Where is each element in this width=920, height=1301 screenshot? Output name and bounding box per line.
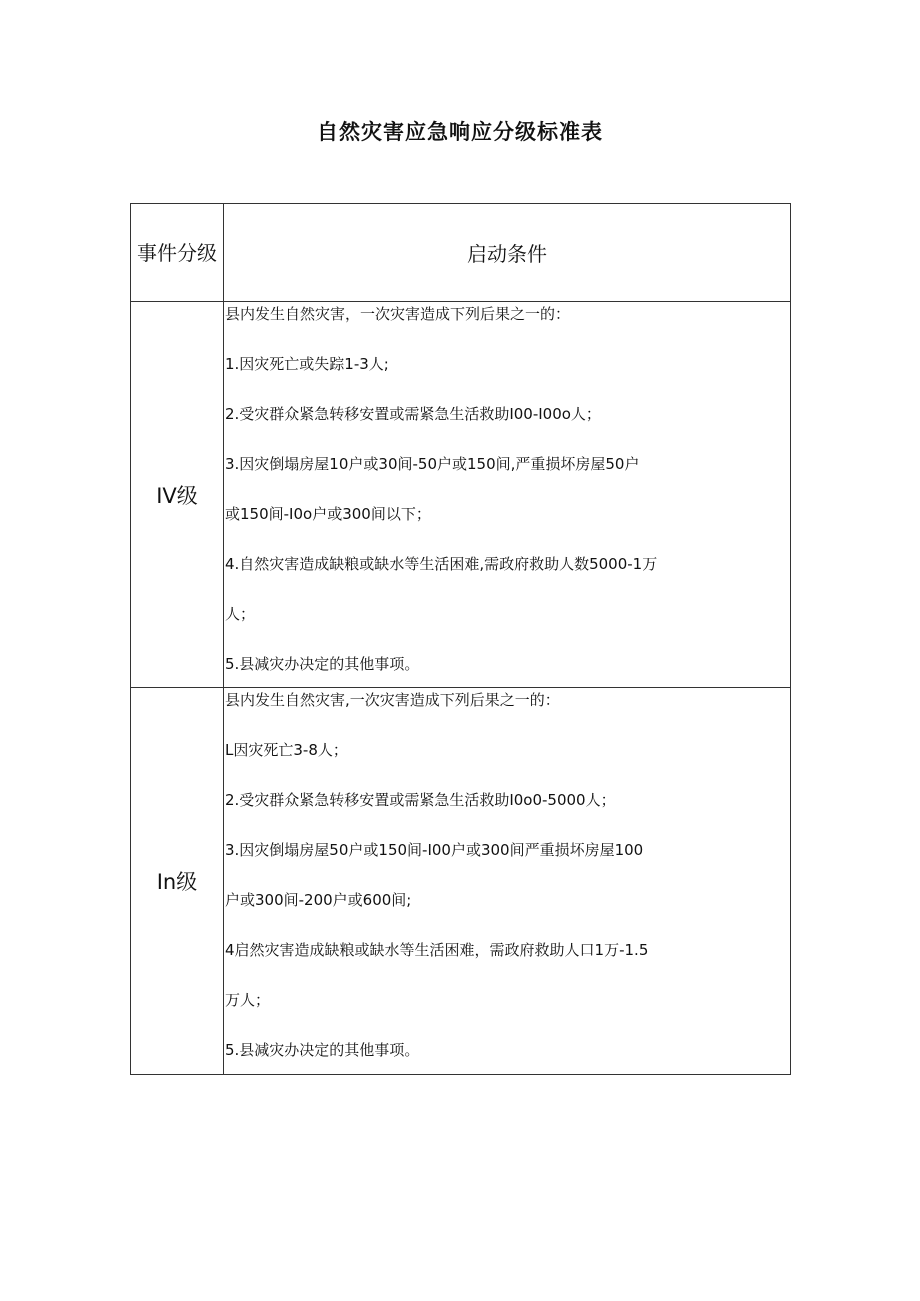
header-start-condition: 启动条件 [224,204,791,302]
condition-item: 5.县减灾办决定的其他事项。 [225,1041,420,1059]
condition-intro: 县内发生自然灾害,一次灾害造成下列后果之一的： [225,691,560,709]
condition-cell [224,302,791,688]
document-title: 自然灾害应急响应分级标准表 [317,120,603,144]
condition-item: 3.因灾倒塌房屋10户或30间-50户或150间,严重损坏房屋50户 [225,455,640,473]
level-cell: In级 [131,688,224,1075]
condition-item: 2.受灾群众紧急转移安置或需紧急生活救助I00-I00o人； [225,405,601,423]
table-row [131,688,791,1075]
condition-cell [224,688,791,1075]
condition-list [224,688,790,1063]
condition-intro: 县内发生自然灾害，一次灾害造成下列后果之一的： [225,305,571,323]
condition-item: 户或300间-200户或600间; [225,891,412,909]
condition-item: 3.因灾倒塌房屋50户或150间-I00户或300间严重损坏房屋100 [225,841,644,859]
condition-item: 万人； [225,991,271,1009]
condition-item: 1.因灾死亡或失踪1-3人; [225,355,389,373]
condition-item: 4.自然灾害造成缺粮或缺水等生活困难,需政府救助人数5000-1万 [225,555,658,573]
condition-item: 2.受灾群众紧急转移安置或需紧急生活救助I0o0-5000人； [225,791,616,809]
table-header-row [131,204,791,302]
table-row [131,302,791,688]
condition-item: 人； [225,605,256,623]
grade-standard-table [130,203,791,1075]
condition-item: 或150间-I0o户或300间以下； [225,505,431,523]
header-event-level: 事件分级 [131,204,224,302]
condition-item: 5.县减灾办决定的其他事项。 [225,655,420,673]
condition-item: L因灾死亡3-8人； [225,741,348,759]
condition-item: 4启然灾害造成缺粮或缺水等生活困难，需政府救助人口1万-1.5 [225,941,649,959]
condition-list [224,302,790,677]
level-cell: IV级 [131,302,224,688]
